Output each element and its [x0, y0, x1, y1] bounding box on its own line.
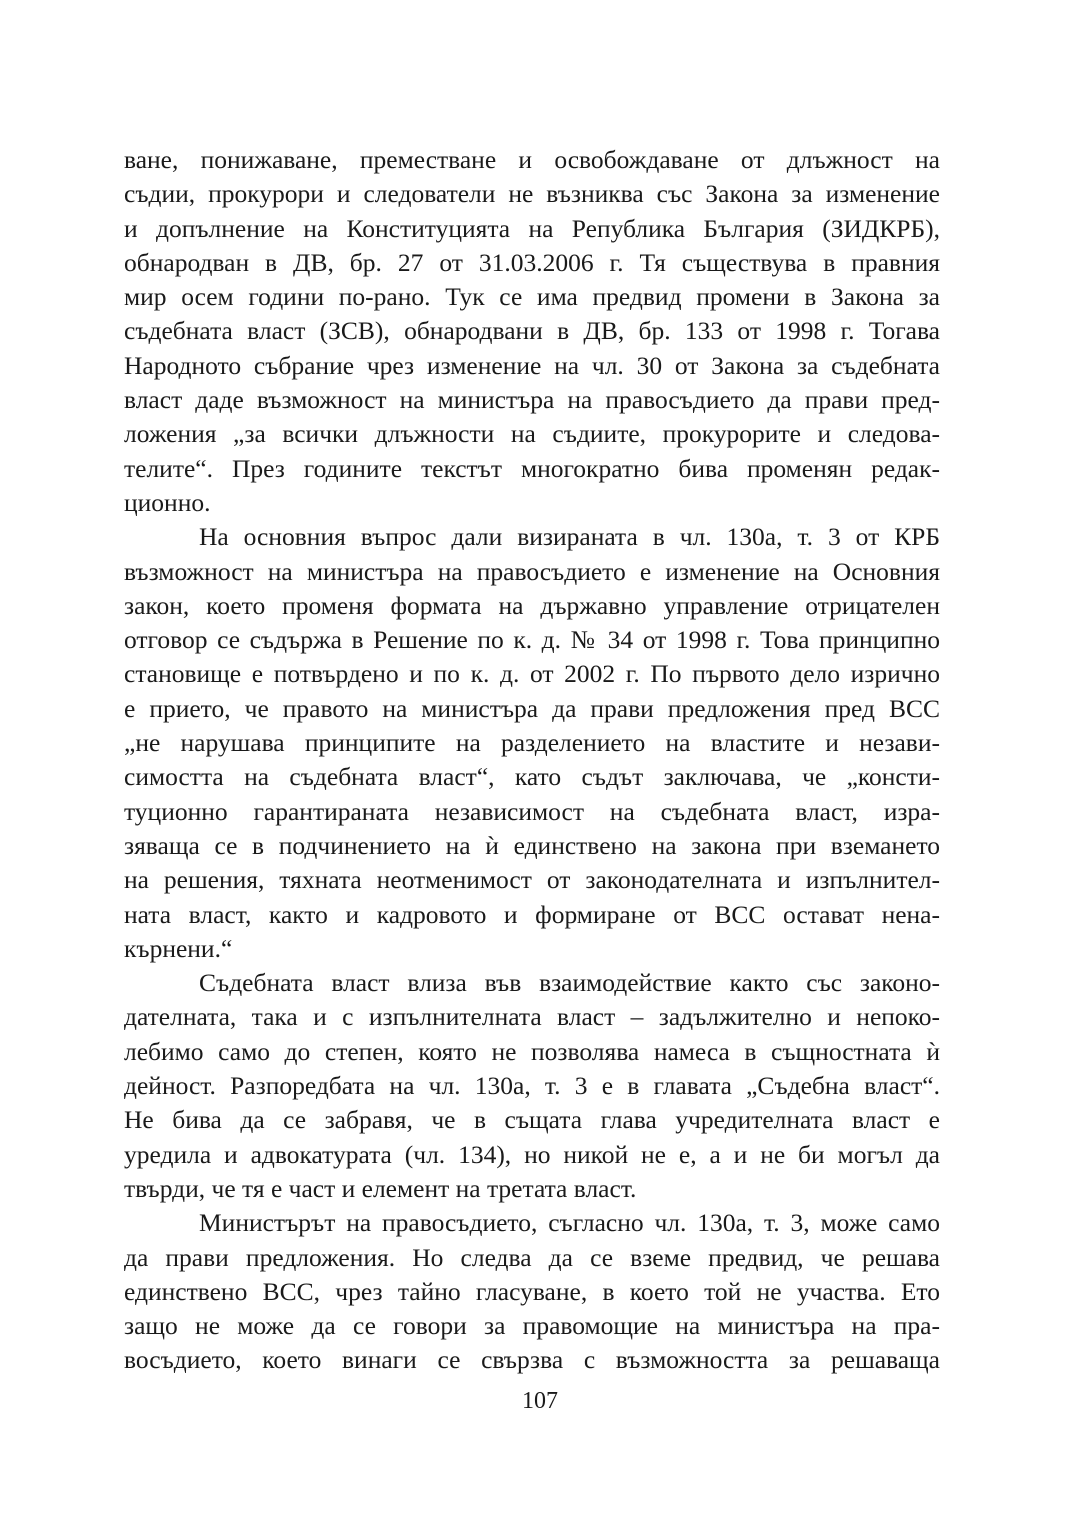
text-line: обнародван в ДВ, бр. 27 от 31.03.2006 г. Тя съществува в правния [124, 247, 940, 277]
paragraph-2 [124, 520, 940, 966]
text-line: „не нарушава принципите на разделението на властите и незави- [124, 728, 940, 758]
text-line: възможност на министъра на правосъдието е изменение на Основния [124, 556, 940, 586]
text-line: да прави предложения. Но следва да се вземе предвид, че решава [124, 1242, 940, 1272]
text-line: Не бива да се забравя, че в същата глава учредителната власт е [124, 1105, 940, 1135]
text-line: защо не може да се говори за правомощие на министъра на пра- [124, 1311, 940, 1341]
page-number: 107 [522, 1388, 558, 1414]
text-line: дейност. Разпоредбата на чл. 130а, т. 3 е в главата „Съдебна власт“. [124, 1071, 940, 1101]
text-line: твърди, че тя е част и елемент на третата власт. [124, 1173, 637, 1203]
text-line: ложения „за всички длъжности на съдиите, прокурорите и следова- [124, 419, 940, 449]
text-line: зяваща се в подчинението на ѝ единствено на закона при вземането [124, 830, 940, 860]
text-line: власт даде възможност на министъра на правосъдието да прави пред- [124, 385, 940, 415]
text-line: е прието, че правото на министъра да прави предложения пред ВСС [124, 693, 940, 723]
text-line: мир осем години по-рано. Тук се има предвид промени в Закона за [124, 282, 940, 312]
text-line: на решения, тяхната неотменимост от законодателната и изпълнител- [124, 865, 940, 895]
text-line: ване, понижаване, преместване и освобождаване от длъжност на [124, 145, 940, 174]
text-line: Народното събрание чрез изменение на чл. 30 от Закона за съдебната [124, 350, 940, 380]
text-line: закон, което променя формата на държавно управление отрицателен [124, 590, 940, 620]
text-line: лебимо само до степен, която не позволява намеса в същностната ѝ [124, 1036, 940, 1066]
text-line: На основния въпрос дали визираната в чл. 130а, т. 3 от КРБ [199, 522, 940, 552]
text-line: становище е потвърдено и по к. д. от 2002 г. По първото дело изрично [124, 659, 940, 689]
text-line: ната власт, както и кадровото и формиране от ВСС остават нена- [124, 899, 940, 929]
text-line: кърнени.“ [124, 933, 233, 963]
text-line: съдебната власт (ЗСВ), обнародвани в ДВ, бр. 133 от 1998 г. Тогава [124, 316, 940, 346]
page-body [124, 143, 940, 1378]
paragraph-1 [124, 143, 940, 520]
text-line: ционно. [124, 487, 211, 517]
text-line: уредила и адвокатурата (чл. 134), но никой не е, а и не би могъл да [124, 1139, 940, 1169]
text-line: восъдието, което винаги се свързва с възможността за решаваща [124, 1345, 940, 1375]
text-line: и допълнение на Конституцията на Република България (ЗИДКРБ), [124, 213, 940, 243]
text-line: съдии, прокурори и следователи не възниква със Закона за изменение [124, 179, 940, 209]
text-line: Съдебната власт влиза във взаимодействие както със законо- [199, 968, 940, 998]
text-line: туционно гарантираната независимост на съдебната власт, изра- [124, 796, 940, 826]
text-line: отговор се съдържа в Решение по к. д. № 34 от 1998 г. Това принципно [124, 625, 940, 655]
text-line: Министърът на правосъдието, съгласно чл. 130а, т. 3, може само [199, 1208, 940, 1238]
text-line: единствено ВСС, чрез тайно гласуване, в което той не участва. Ето [124, 1276, 940, 1306]
paragraph-4 [124, 1206, 940, 1377]
text-line: телите“. През годините текстът многократно бива променян редак- [124, 453, 940, 483]
paragraph-3 [124, 966, 940, 1206]
text-line: симостта на съдебната власт“, като съдът заключава, че „консти- [124, 762, 940, 792]
text-line: дателната, така и с изпълнителната власт – задължително и непоко- [124, 1002, 940, 1032]
